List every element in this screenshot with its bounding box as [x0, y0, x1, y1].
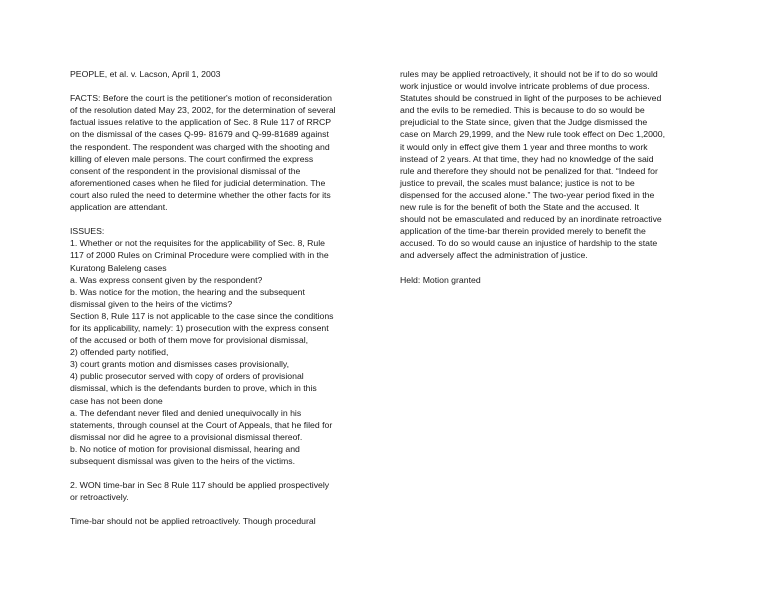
text-line: 1. Whether or not the requisites for the applicability of Sec. 8, Rule: [70, 238, 325, 249]
text-line: b. Was notice for the motion, the hearing and the subsequent: [70, 286, 305, 297]
text-line: on the dismissal of the cases Q-99- 81679 and Q-99-81689 against: [70, 129, 329, 140]
paragraph-gap: [70, 503, 370, 515]
text-line: rules may be applied retroactively, it should not be if to do so would: [400, 69, 658, 79]
text-line: dismissal given to the heirs of the victims?: [70, 298, 233, 309]
text-line: 117 of 2000 Rules on Criminal Procedure were complied with in the: [70, 250, 329, 261]
text-line: accused. To do so would cause an injustice of hardship to the state: [400, 238, 658, 249]
text-line: dismissal nor did he agree to a provisional dismissal thereof.: [70, 431, 303, 442]
text-line: ISSUES:: [70, 226, 105, 237]
text-line: or retroactively.: [70, 492, 129, 503]
paragraph-gap: [400, 262, 700, 274]
text-line: statements, through counsel at the Court of Appeals, that he filed for: [70, 419, 333, 430]
document-left-column: [70, 68, 370, 528]
text-line: Statutes should be construed in light of the purposes to be achieved: [400, 93, 662, 104]
text-line: 3) court grants motion and dismisses cases provisionally,: [70, 359, 290, 370]
text-line: a. The defendant never filed and denied unequivocally in his: [70, 407, 302, 418]
text-line: case on March 29,1999, and the New rule took effect on Dec 1,2000,: [400, 129, 665, 140]
text-line: Kuratong Baleleng cases: [70, 262, 167, 273]
text-line: should not be emasculated and reduced by an inordinate retroactive: [400, 214, 662, 225]
text-line: b. No notice of motion for provisional dismissal, hearing and: [70, 443, 300, 454]
text-line: the respondent. The respondent was charged with the shooting and: [70, 141, 330, 152]
text-line: dismissal, which is the defendants burden to prove, which in this: [70, 383, 317, 394]
text-line: and adversely affect the administration of justice.: [400, 250, 588, 261]
paragraph-gap: [70, 213, 370, 225]
paragraph-gap: [70, 467, 370, 479]
text-line: dispensed for the accused alone.” The two-year period fixed in the: [400, 189, 655, 200]
text-line: and the evils to be remedied. This is because to do so would be: [400, 105, 645, 116]
text-line: court also ruled the need to determine whether the other facts for its: [70, 189, 331, 200]
text-line: killing of eleven male persons. The court confirmed the express: [70, 153, 314, 164]
text-line: consent of the respondent in the provisional dismissal of the: [70, 165, 301, 176]
text-line: new rule is for the benefit of both the State and the accused. It: [400, 202, 640, 213]
text-line: application are attendant.: [70, 202, 168, 213]
text-line: it would only in effect give them 1 year and three months to work: [400, 141, 648, 152]
text-line: case has not been done: [70, 395, 163, 406]
text-line: subsequent dismissal was given to the heirs of the victims.: [70, 456, 296, 466]
text-line: justice to prevail, the scales must balance; justice is not to be: [400, 177, 635, 188]
text-line: FACTS: Before the court is the petitioner's motion of reconsideration: [70, 93, 332, 104]
text-line: for its applicability, namely: 1) prosecution with the express consent: [70, 322, 329, 333]
text-line: application of the time-bar therein provided merely to benefit the: [400, 226, 646, 237]
paragraph-gap: [70, 80, 370, 92]
text-line: aforementioned cases when he filed for judicial determination. The: [70, 177, 326, 188]
text-line: rule and therefore they should not be penalized for that. “Indeed for: [400, 165, 658, 176]
document-right-column: [400, 68, 700, 286]
text-line: 4) public prosecutor served with copy of orders of provisional: [70, 371, 304, 382]
text-line: instead of 2 years. At that time, they had no knowledge of the said: [400, 153, 654, 164]
text-line: of the resolution dated May 23, 2002, for the determination of several: [70, 105, 336, 116]
text-line: Section 8, Rule 117 is not applicable to the case since the conditions: [70, 310, 334, 321]
text-line: a. Was express consent given by the respondent?: [70, 274, 263, 285]
text-line: Time-bar should not be applied retroactively. Though procedural: [70, 516, 316, 527]
text-line: PEOPLE, et al. v. Lacson, April 1, 2003: [70, 69, 221, 79]
text-line: of the accused or both of them move for provisional dismissal,: [70, 335, 309, 346]
text-line: work injustice or would involve intricate problems of due process.: [400, 81, 650, 92]
text-line: 2. WON time-bar in Sec 8 Rule 117 should be applied prospectively: [70, 480, 330, 491]
text-line: 2) offended party notified,: [70, 347, 169, 358]
text-line: prejudicial to the State since, given that the Judge dismissed the: [400, 117, 648, 128]
text-line: factual issues relative to the application of Sec. 8 Rule 117 of RRCP: [70, 117, 332, 128]
text-line: Held: Motion granted: [400, 274, 481, 285]
